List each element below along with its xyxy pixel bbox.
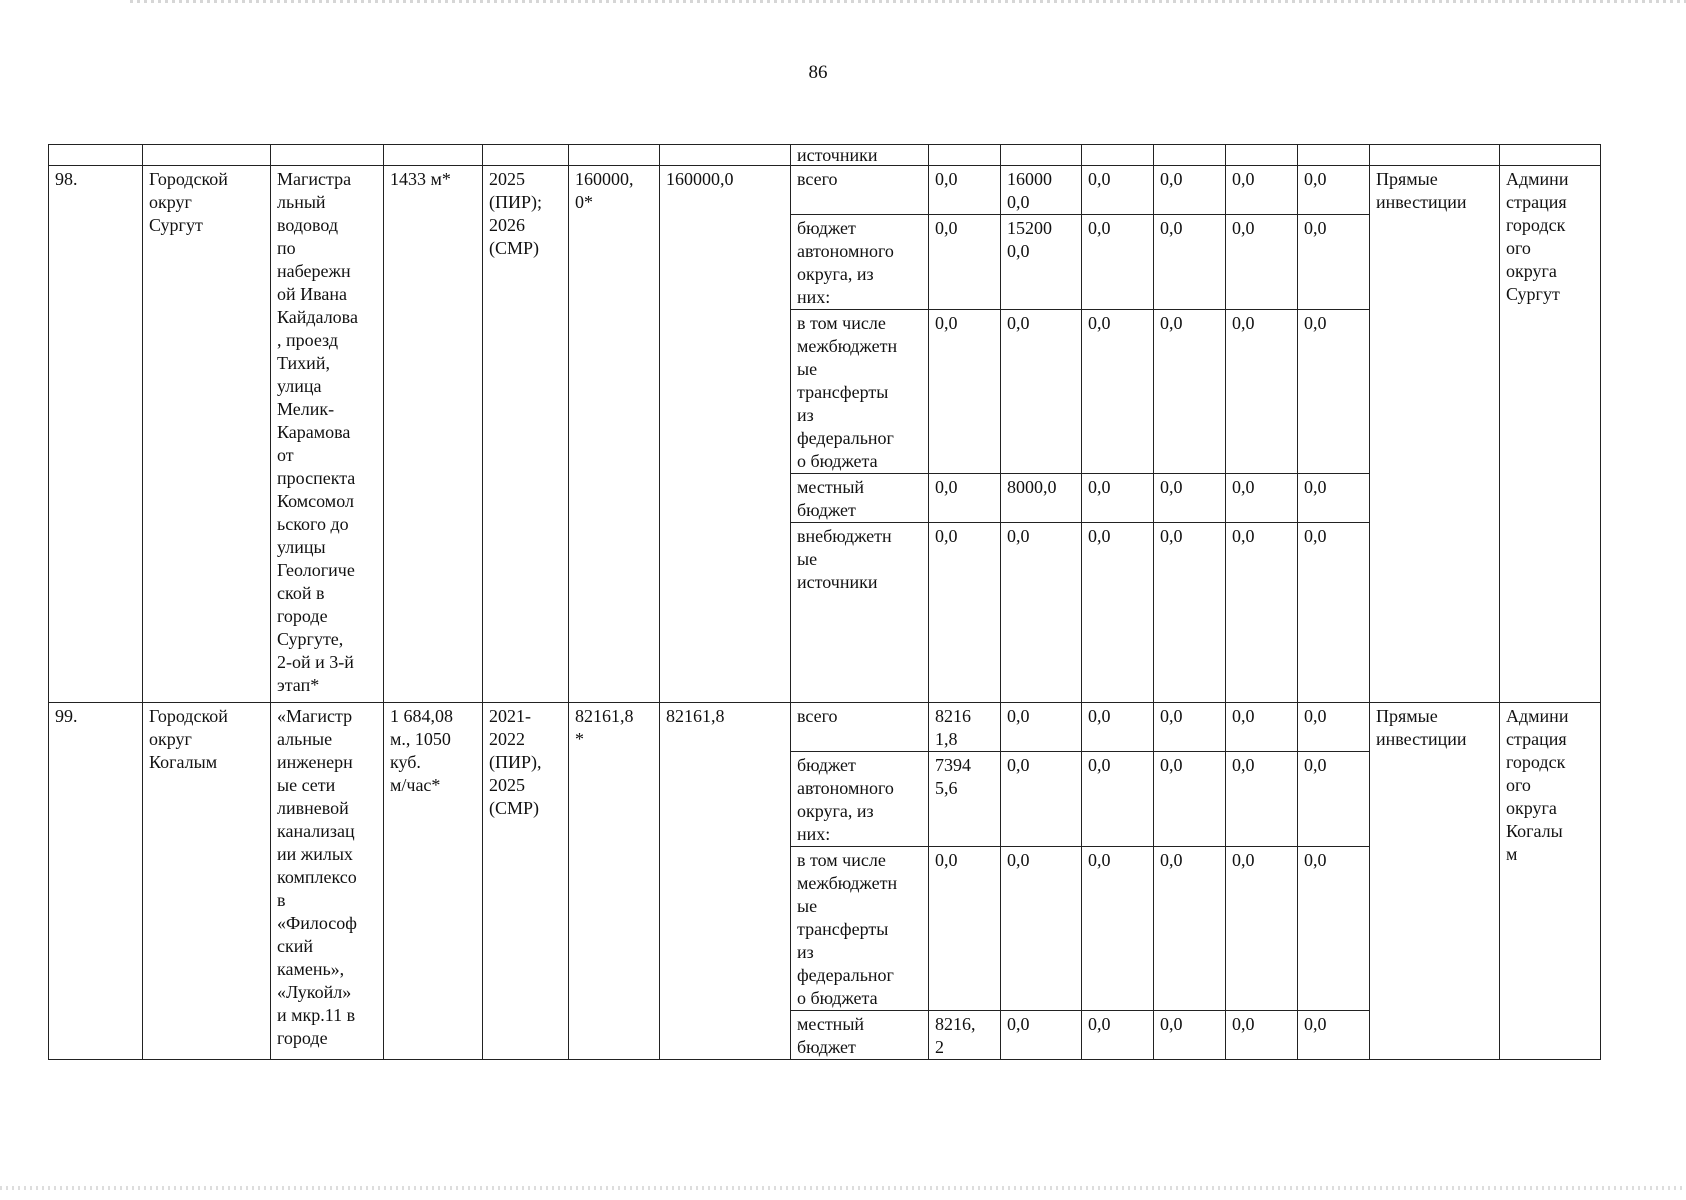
funding-value: 0,0 xyxy=(1298,310,1370,474)
period-cell: 2021- 2022 (ПИР), 2025 (СМР) xyxy=(483,703,569,1060)
funding-source: в том числе межбюджетн ые трансферты из федеральног о бюджета xyxy=(791,310,929,474)
funding-value: 0,0 xyxy=(929,166,1001,215)
funding-value: 0,0 xyxy=(929,474,1001,523)
funding-value: 0,0 xyxy=(1082,1011,1154,1060)
funding-value: 0,0 xyxy=(1082,474,1154,523)
mechanism-cell: Прямые инвестиции xyxy=(1370,166,1500,703)
cost-cell: 160000, 0* xyxy=(569,166,660,703)
scan-artifact-bottom xyxy=(0,1186,1686,1190)
funding-source: местный бюджет xyxy=(791,1011,929,1060)
period-cell: 2025 (ПИР); 2026 (СМР) xyxy=(483,166,569,703)
cell-empty xyxy=(49,145,143,166)
funding-value: 0,0 xyxy=(1298,215,1370,310)
funding-value: 0,0 xyxy=(1154,1011,1226,1060)
funding-value: 0,0 xyxy=(1001,752,1082,847)
funding-value: 0,0 xyxy=(1226,310,1298,474)
funding-value: 0,0 xyxy=(1154,847,1226,1011)
funding-value: 0,0 xyxy=(1154,523,1226,703)
funding-value: 0,0 xyxy=(1001,523,1082,703)
row-number: 98. xyxy=(49,166,143,703)
funding-value: 15200 0,0 xyxy=(1001,215,1082,310)
funding-source: всего xyxy=(791,166,929,215)
funding-value: 0,0 xyxy=(1298,703,1370,752)
funding-value: 0,0 xyxy=(1298,523,1370,703)
document-table-wrapper xyxy=(48,144,1601,1060)
object-cell: «Магистр альные инженерн ые сети ливневой канализац ии жилых комплексо в «Философ ский камень», «Лукойл» и мкр.11 в городе xyxy=(271,703,384,1060)
territory-cell: Городской округ Когалым xyxy=(143,703,271,1060)
balance-cell: 160000,0 xyxy=(660,166,791,703)
page-number: 86 xyxy=(808,62,828,83)
funding-value: 0,0 xyxy=(1226,523,1298,703)
cell-empty xyxy=(483,145,569,166)
funding-value: 8216, 2 xyxy=(929,1011,1001,1060)
funding-value: 0,0 xyxy=(929,310,1001,474)
table-row xyxy=(49,703,1601,752)
funding-value: 0,0 xyxy=(1226,166,1298,215)
table-row xyxy=(49,166,1601,215)
funding-value: 0,0 xyxy=(1154,166,1226,215)
funding-value: 0,0 xyxy=(1001,703,1082,752)
cell-empty xyxy=(1154,145,1226,166)
funding-value: 0,0 xyxy=(1001,1011,1082,1060)
funding-value: 0,0 xyxy=(929,215,1001,310)
carryover-source: источники xyxy=(791,145,929,166)
funding-value: 0,0 xyxy=(1001,310,1082,474)
funding-value: 0,0 xyxy=(1226,752,1298,847)
funding-value: 0,0 xyxy=(1226,1011,1298,1060)
funding-value: 16000 0,0 xyxy=(1001,166,1082,215)
funding-value: 0,0 xyxy=(1154,474,1226,523)
funding-value: 0,0 xyxy=(1298,752,1370,847)
cell-empty xyxy=(660,145,791,166)
capacity-cell: 1 684,08 м., 1050 куб. м/час* xyxy=(384,703,483,1060)
funding-value: 0,0 xyxy=(1154,215,1226,310)
cell-empty xyxy=(271,145,384,166)
funding-value: 7394 5,6 xyxy=(929,752,1001,847)
funding-value: 0,0 xyxy=(1298,166,1370,215)
cost-cell: 82161,8 * xyxy=(569,703,660,1060)
carryover-row xyxy=(49,145,1601,166)
funding-value: 0,0 xyxy=(1298,474,1370,523)
row-number: 99. xyxy=(49,703,143,1060)
funding-value: 0,0 xyxy=(1226,474,1298,523)
funding-value: 0,0 xyxy=(1082,752,1154,847)
funding-value: 0,0 xyxy=(1082,847,1154,1011)
funding-value: 0,0 xyxy=(1082,166,1154,215)
cell-empty xyxy=(1226,145,1298,166)
object-cell: Магистра льный водовод по набережн ой Ивана Кайдалова , проезд Тихий, улица Мелик- Карамова от проспекта Комсомол ьского до улицы Геологиче ской в городе Сургуте, 2-ой и 3-й этап* xyxy=(271,166,384,703)
capacity-cell: 1433 м* xyxy=(384,166,483,703)
funding-value: 8216 1,8 xyxy=(929,703,1001,752)
funding-value: 0,0 xyxy=(1082,215,1154,310)
funding-source: в том числе межбюджетн ые трансферты из федеральног о бюджета xyxy=(791,847,929,1011)
funding-source: всего xyxy=(791,703,929,752)
investment-table xyxy=(48,144,1601,1060)
funding-value: 0,0 xyxy=(1226,847,1298,1011)
cell-empty xyxy=(1370,145,1500,166)
cell-empty xyxy=(1082,145,1154,166)
cell-empty xyxy=(384,145,483,166)
cell-empty xyxy=(929,145,1001,166)
funding-value: 0,0 xyxy=(1082,310,1154,474)
balance-cell: 82161,8 xyxy=(660,703,791,1060)
funding-source: бюджет автономного округа, из них: xyxy=(791,215,929,310)
responsible-cell: Админи страция городск ого округа Когалы м xyxy=(1500,703,1601,1060)
cell-empty xyxy=(143,145,271,166)
responsible-cell: Админи страция городск ого округа Сургут xyxy=(1500,166,1601,703)
cell-empty xyxy=(569,145,660,166)
mechanism-cell: Прямые инвестиции xyxy=(1370,703,1500,1060)
cell-empty xyxy=(1001,145,1082,166)
funding-value: 0,0 xyxy=(1298,1011,1370,1060)
funding-source: бюджет автономного округа, из них: xyxy=(791,752,929,847)
funding-source: внебюджетн ые источники xyxy=(791,523,929,703)
scan-artifact-top xyxy=(130,0,1686,3)
funding-value: 0,0 xyxy=(1298,847,1370,1011)
funding-value: 0,0 xyxy=(1082,523,1154,703)
funding-value: 0,0 xyxy=(1154,703,1226,752)
funding-value: 0,0 xyxy=(1082,703,1154,752)
funding-value: 0,0 xyxy=(1001,847,1082,1011)
funding-value: 0,0 xyxy=(929,523,1001,703)
territory-cell: Городской округ Сургут xyxy=(143,166,271,703)
funding-value: 0,0 xyxy=(1154,310,1226,474)
funding-value: 0,0 xyxy=(929,847,1001,1011)
funding-value: 0,0 xyxy=(1226,215,1298,310)
funding-source: местный бюджет xyxy=(791,474,929,523)
funding-value: 8000,0 xyxy=(1001,474,1082,523)
funding-value: 0,0 xyxy=(1154,752,1226,847)
cell-empty xyxy=(1500,145,1601,166)
cell-empty xyxy=(1298,145,1370,166)
funding-value: 0,0 xyxy=(1226,703,1298,752)
